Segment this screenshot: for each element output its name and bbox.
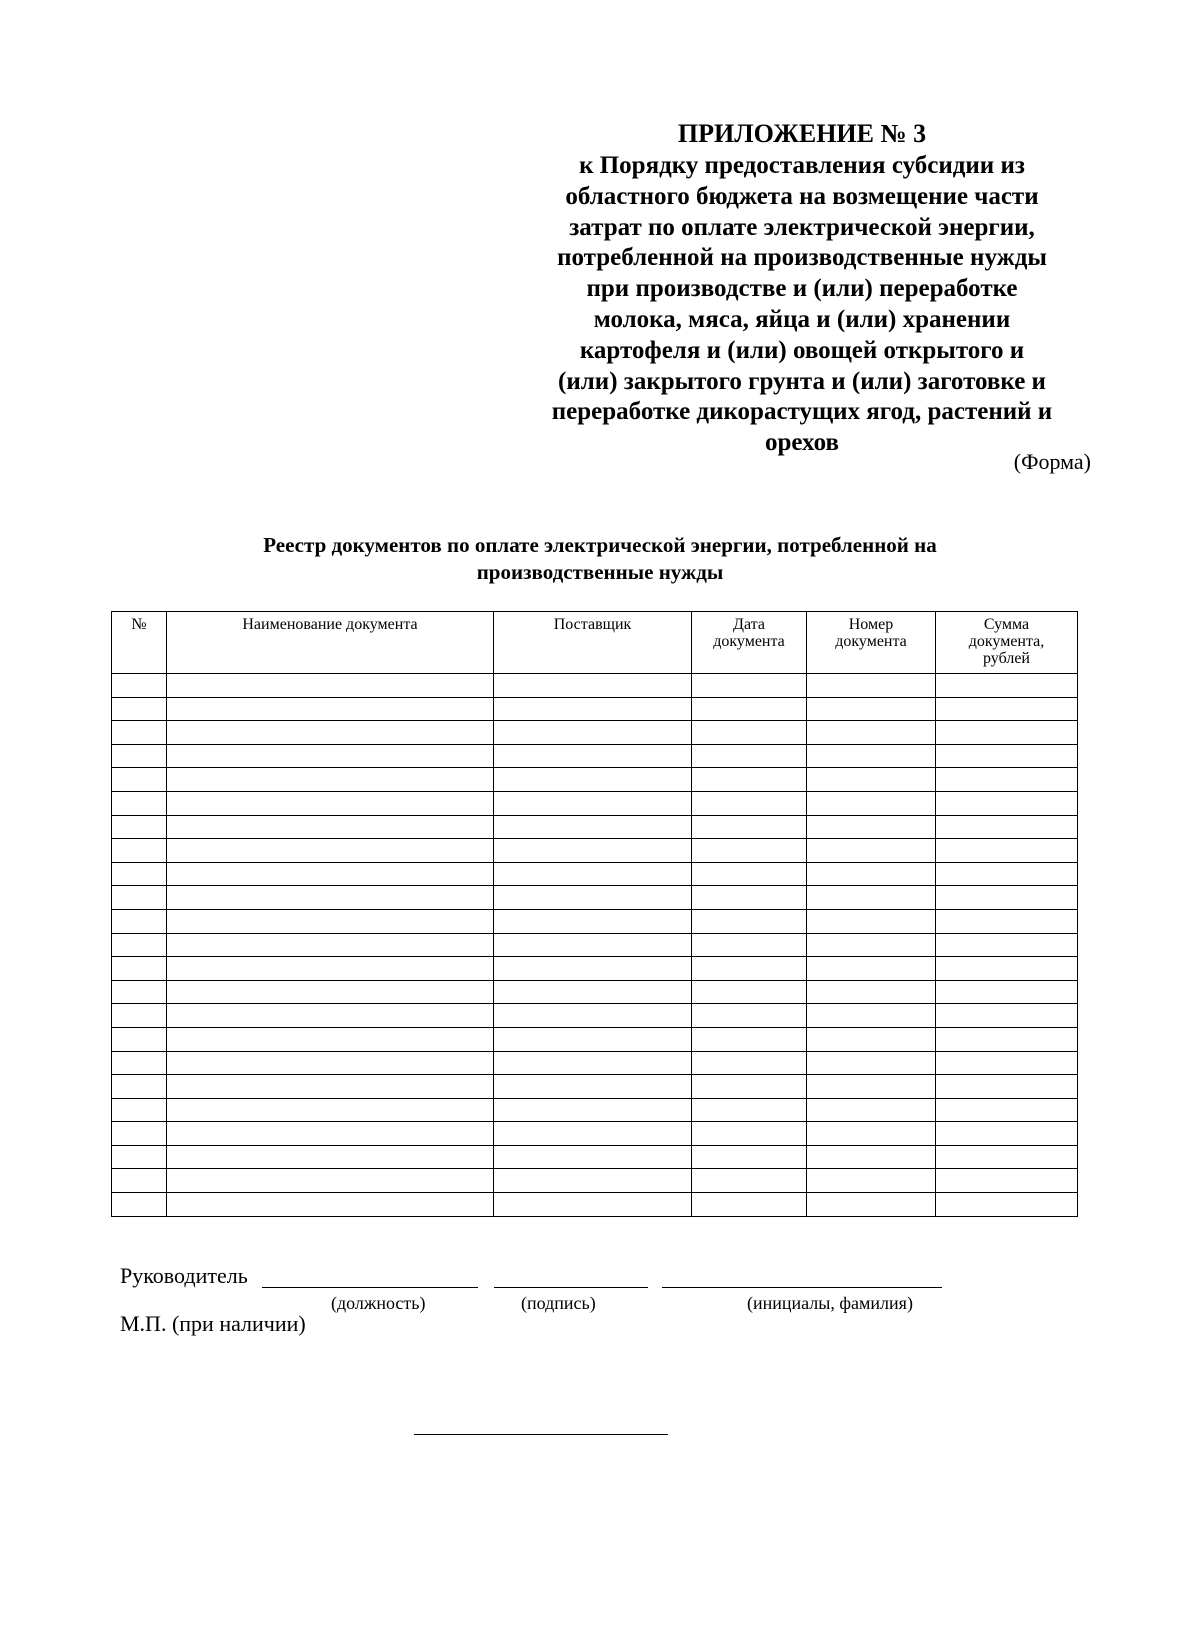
- table-row: [112, 697, 1078, 721]
- table-cell[interactable]: [167, 1193, 494, 1217]
- table-row: [112, 1193, 1078, 1217]
- table-row: [112, 980, 1078, 1004]
- table-cell[interactable]: [167, 957, 494, 981]
- column-header: [692, 612, 807, 674]
- table-cell[interactable]: [167, 1027, 494, 1051]
- table-cell[interactable]: [692, 744, 807, 768]
- table-cell[interactable]: [936, 768, 1078, 792]
- registry-title-line: Реестр документов по оплате электрической энергии, потребленной на: [263, 533, 937, 557]
- form-label: (Форма): [1013, 449, 1091, 474]
- table-cell[interactable]: [936, 721, 1078, 745]
- table-cell[interactable]: [936, 697, 1078, 721]
- table-cell[interactable]: [112, 1193, 167, 1217]
- table-cell[interactable]: [112, 957, 167, 981]
- head-label: Руководитель: [120, 1263, 248, 1288]
- table-cell[interactable]: [167, 1098, 494, 1122]
- table-cell[interactable]: [936, 933, 1078, 957]
- appendix-title: ПРИЛОЖЕНИЕ № 3: [677, 119, 927, 148]
- table-cell[interactable]: [807, 815, 936, 839]
- table-cell[interactable]: [807, 909, 936, 933]
- table-cell[interactable]: [167, 862, 494, 886]
- table-cell[interactable]: [936, 862, 1078, 886]
- appendix-subtitle-line: переработке дикорастущих ягод, растений и: [551, 398, 1053, 426]
- table-cell[interactable]: [692, 1075, 807, 1099]
- table-row: [112, 1051, 1078, 1075]
- table-cell[interactable]: [167, 744, 494, 768]
- table-cell[interactable]: [807, 768, 936, 792]
- table-cell[interactable]: [692, 768, 807, 792]
- table-cell[interactable]: [936, 909, 1078, 933]
- table-cell[interactable]: [692, 791, 807, 815]
- position-field[interactable]: [262, 1287, 478, 1288]
- table-cell[interactable]: [692, 1169, 807, 1193]
- table-row: [112, 933, 1078, 957]
- table-row: [112, 1122, 1078, 1146]
- table-cell[interactable]: [692, 815, 807, 839]
- column-header-line: Наименование документа: [242, 616, 418, 633]
- table-row: [112, 1145, 1078, 1169]
- table-cell[interactable]: [692, 862, 807, 886]
- table-cell[interactable]: [494, 933, 692, 957]
- table-cell[interactable]: [167, 721, 494, 745]
- table-cell[interactable]: [112, 1169, 167, 1193]
- table-cell[interactable]: [494, 721, 692, 745]
- appendix-subtitle-line: молока, мяса, яйца и (или) хранении: [593, 305, 1011, 333]
- name-field[interactable]: [662, 1287, 942, 1288]
- table-row: [112, 839, 1078, 863]
- table-cell[interactable]: [807, 674, 936, 698]
- table-cell[interactable]: [692, 957, 807, 981]
- table-cell[interactable]: [936, 674, 1078, 698]
- table-cell[interactable]: [692, 1122, 807, 1146]
- table-cell[interactable]: [167, 1169, 494, 1193]
- table-cell[interactable]: [936, 1051, 1078, 1075]
- signature-hint: (подпись): [521, 1293, 596, 1313]
- table-cell[interactable]: [167, 839, 494, 863]
- column-header-line: рублей: [983, 650, 1030, 667]
- appendix-subtitle-line: (или) закрытого грунта и (или) заготовке и: [558, 367, 1046, 395]
- table-cell[interactable]: [112, 1027, 167, 1051]
- column-header-line: документа: [713, 633, 785, 650]
- table-cell[interactable]: [692, 1004, 807, 1028]
- table-cell[interactable]: [167, 1051, 494, 1075]
- table-cell[interactable]: [112, 791, 167, 815]
- table-cell[interactable]: [692, 1145, 807, 1169]
- appendix-header: [512, 117, 1092, 459]
- table-cell[interactable]: [112, 1122, 167, 1146]
- table-cell[interactable]: [112, 1098, 167, 1122]
- appendix-subtitle-line: затрат по оплате электрической энергии,: [569, 213, 1035, 241]
- table-cell[interactable]: [807, 1193, 936, 1217]
- table-cell[interactable]: [936, 1075, 1078, 1099]
- table-row: [112, 957, 1078, 981]
- table-cell[interactable]: [936, 1004, 1078, 1028]
- table-row: [112, 1004, 1078, 1028]
- appendix-subtitle-line: орехов: [765, 429, 839, 457]
- table-row: [112, 721, 1078, 745]
- table-cell[interactable]: [494, 744, 692, 768]
- column-header-line: документа: [835, 633, 907, 650]
- table-row: [112, 862, 1078, 886]
- table-cell[interactable]: [807, 1145, 936, 1169]
- column-header-line: Номер: [848, 616, 894, 633]
- table-row: [112, 909, 1078, 933]
- table-cell[interactable]: [807, 933, 936, 957]
- table-cell[interactable]: [494, 980, 692, 1004]
- seal-label: М.П. (при наличии): [120, 1311, 306, 1336]
- table-cell[interactable]: [936, 1098, 1078, 1122]
- table-cell[interactable]: [807, 721, 936, 745]
- appendix-subtitle-line: потребленной на производственные нужды: [557, 244, 1047, 272]
- table-cell[interactable]: [167, 791, 494, 815]
- table-cell[interactable]: [692, 721, 807, 745]
- table-row: [112, 674, 1078, 698]
- table-cell[interactable]: [936, 1145, 1078, 1169]
- table-cell[interactable]: [167, 815, 494, 839]
- table-cell[interactable]: [112, 721, 167, 745]
- table-row: [112, 1098, 1078, 1122]
- table-cell[interactable]: [936, 980, 1078, 1004]
- appendix-subtitle-line: картофеля и (или) овощей открытого и: [579, 336, 1025, 364]
- table-cell[interactable]: [167, 1122, 494, 1146]
- column-header-line: №: [131, 616, 147, 633]
- registry-title-line: производственные нужды: [476, 560, 724, 584]
- name-hint: (инициалы, фамилия): [747, 1293, 913, 1313]
- table-cell[interactable]: [692, 839, 807, 863]
- table-cell[interactable]: [494, 697, 692, 721]
- table-row: [112, 1169, 1078, 1193]
- table-cell[interactable]: [494, 674, 692, 698]
- table-cell[interactable]: [936, 957, 1078, 981]
- signature-field[interactable]: [494, 1287, 648, 1288]
- appendix-subtitle-line: областного бюджета на возмещение части: [565, 182, 1039, 210]
- table-cell[interactable]: [167, 1004, 494, 1028]
- table-cell[interactable]: [112, 1004, 167, 1028]
- table-cell[interactable]: [936, 1027, 1078, 1051]
- table-cell[interactable]: [112, 1145, 167, 1169]
- table-cell[interactable]: [167, 886, 494, 910]
- table-row: [112, 815, 1078, 839]
- registry-title: [150, 532, 1050, 586]
- end-divider: [414, 1434, 668, 1435]
- table-row: [112, 886, 1078, 910]
- table-cell[interactable]: [936, 815, 1078, 839]
- column-header: [494, 612, 692, 674]
- table-cell[interactable]: [112, 697, 167, 721]
- table-cell[interactable]: [807, 1051, 936, 1075]
- table-cell[interactable]: [112, 839, 167, 863]
- table-header-row: [112, 612, 1078, 674]
- column-header: [936, 612, 1078, 674]
- table-cell[interactable]: [167, 980, 494, 1004]
- column-header-line: Сумма: [983, 616, 1030, 633]
- table-cell[interactable]: [494, 1027, 692, 1051]
- table-cell[interactable]: [167, 697, 494, 721]
- table-cell[interactable]: [936, 1193, 1078, 1217]
- table-cell[interactable]: [494, 957, 692, 981]
- column-header-line: Поставщик: [553, 616, 632, 633]
- table-cell[interactable]: [692, 1193, 807, 1217]
- table-cell[interactable]: [112, 744, 167, 768]
- table-cell[interactable]: [167, 674, 494, 698]
- table-cell[interactable]: [494, 1145, 692, 1169]
- table-cell[interactable]: [494, 886, 692, 910]
- table-cell[interactable]: [112, 886, 167, 910]
- table-cell[interactable]: [807, 1122, 936, 1146]
- table-cell[interactable]: [936, 791, 1078, 815]
- table-cell[interactable]: [807, 980, 936, 1004]
- table-cell[interactable]: [936, 1122, 1078, 1146]
- table-cell[interactable]: [807, 744, 936, 768]
- table-cell[interactable]: [112, 674, 167, 698]
- table-cell[interactable]: [692, 1027, 807, 1051]
- table-cell[interactable]: [692, 1051, 807, 1075]
- table-cell[interactable]: [936, 886, 1078, 910]
- table-cell[interactable]: [494, 791, 692, 815]
- table-cell[interactable]: [112, 1051, 167, 1075]
- table-cell[interactable]: [167, 933, 494, 957]
- table-cell[interactable]: [494, 1098, 692, 1122]
- table-cell[interactable]: [167, 1145, 494, 1169]
- table-cell[interactable]: [807, 697, 936, 721]
- table-cell[interactable]: [167, 768, 494, 792]
- table-cell[interactable]: [692, 933, 807, 957]
- table-cell[interactable]: [807, 1098, 936, 1122]
- table-cell[interactable]: [807, 886, 936, 910]
- table-body: [112, 674, 1078, 1217]
- appendix-subtitle-line: к Порядку предоставления субсидии из: [579, 152, 1025, 179]
- table-cell[interactable]: [692, 980, 807, 1004]
- table-cell[interactable]: [494, 815, 692, 839]
- table-cell[interactable]: [692, 909, 807, 933]
- table-cell[interactable]: [494, 1075, 692, 1099]
- registry-table: [111, 611, 1078, 1217]
- table-cell[interactable]: [494, 909, 692, 933]
- table-cell[interactable]: [112, 933, 167, 957]
- table-row: [112, 1027, 1078, 1051]
- table-cell[interactable]: [807, 1169, 936, 1193]
- table-cell[interactable]: [936, 839, 1078, 863]
- position-hint: (должность): [331, 1293, 426, 1313]
- table-cell[interactable]: [494, 839, 692, 863]
- table-cell[interactable]: [494, 1051, 692, 1075]
- column-header-line: Дата: [733, 616, 765, 633]
- table-cell[interactable]: [807, 791, 936, 815]
- table-cell[interactable]: [112, 862, 167, 886]
- column-header: [167, 612, 494, 674]
- table-cell[interactable]: [692, 697, 807, 721]
- table-cell[interactable]: [112, 980, 167, 1004]
- table-cell[interactable]: [692, 1098, 807, 1122]
- table-cell[interactable]: [494, 1169, 692, 1193]
- appendix-subtitle-line: при производстве и (или) переработке: [586, 275, 1018, 303]
- table-cell[interactable]: [112, 815, 167, 839]
- table-cell[interactable]: [807, 1075, 936, 1099]
- table-cell[interactable]: [494, 1122, 692, 1146]
- table-row: [112, 791, 1078, 815]
- table-cell[interactable]: [807, 862, 936, 886]
- table-cell[interactable]: [112, 909, 167, 933]
- table-cell[interactable]: [692, 886, 807, 910]
- table-cell[interactable]: [494, 1193, 692, 1217]
- table-row: [112, 1075, 1078, 1099]
- table-cell[interactable]: [807, 839, 936, 863]
- column-header: [807, 612, 936, 674]
- table-cell[interactable]: [807, 1027, 936, 1051]
- table-row: [112, 744, 1078, 768]
- table-cell[interactable]: [936, 1169, 1078, 1193]
- table-cell[interactable]: [494, 768, 692, 792]
- table-row: [112, 768, 1078, 792]
- column-header-line: документа,: [968, 633, 1045, 650]
- table-cell[interactable]: [167, 1075, 494, 1099]
- table-cell[interactable]: [167, 909, 494, 933]
- column-header: [112, 612, 167, 674]
- table-cell[interactable]: [807, 1004, 936, 1028]
- appendix-subtitle: [512, 151, 1092, 459]
- table-cell[interactable]: [807, 957, 936, 981]
- table-cell[interactable]: [112, 768, 167, 792]
- table-cell[interactable]: [692, 674, 807, 698]
- table-cell[interactable]: [936, 744, 1078, 768]
- table-cell[interactable]: [494, 862, 692, 886]
- table-cell[interactable]: [112, 1075, 167, 1099]
- table-cell[interactable]: [494, 1004, 692, 1028]
